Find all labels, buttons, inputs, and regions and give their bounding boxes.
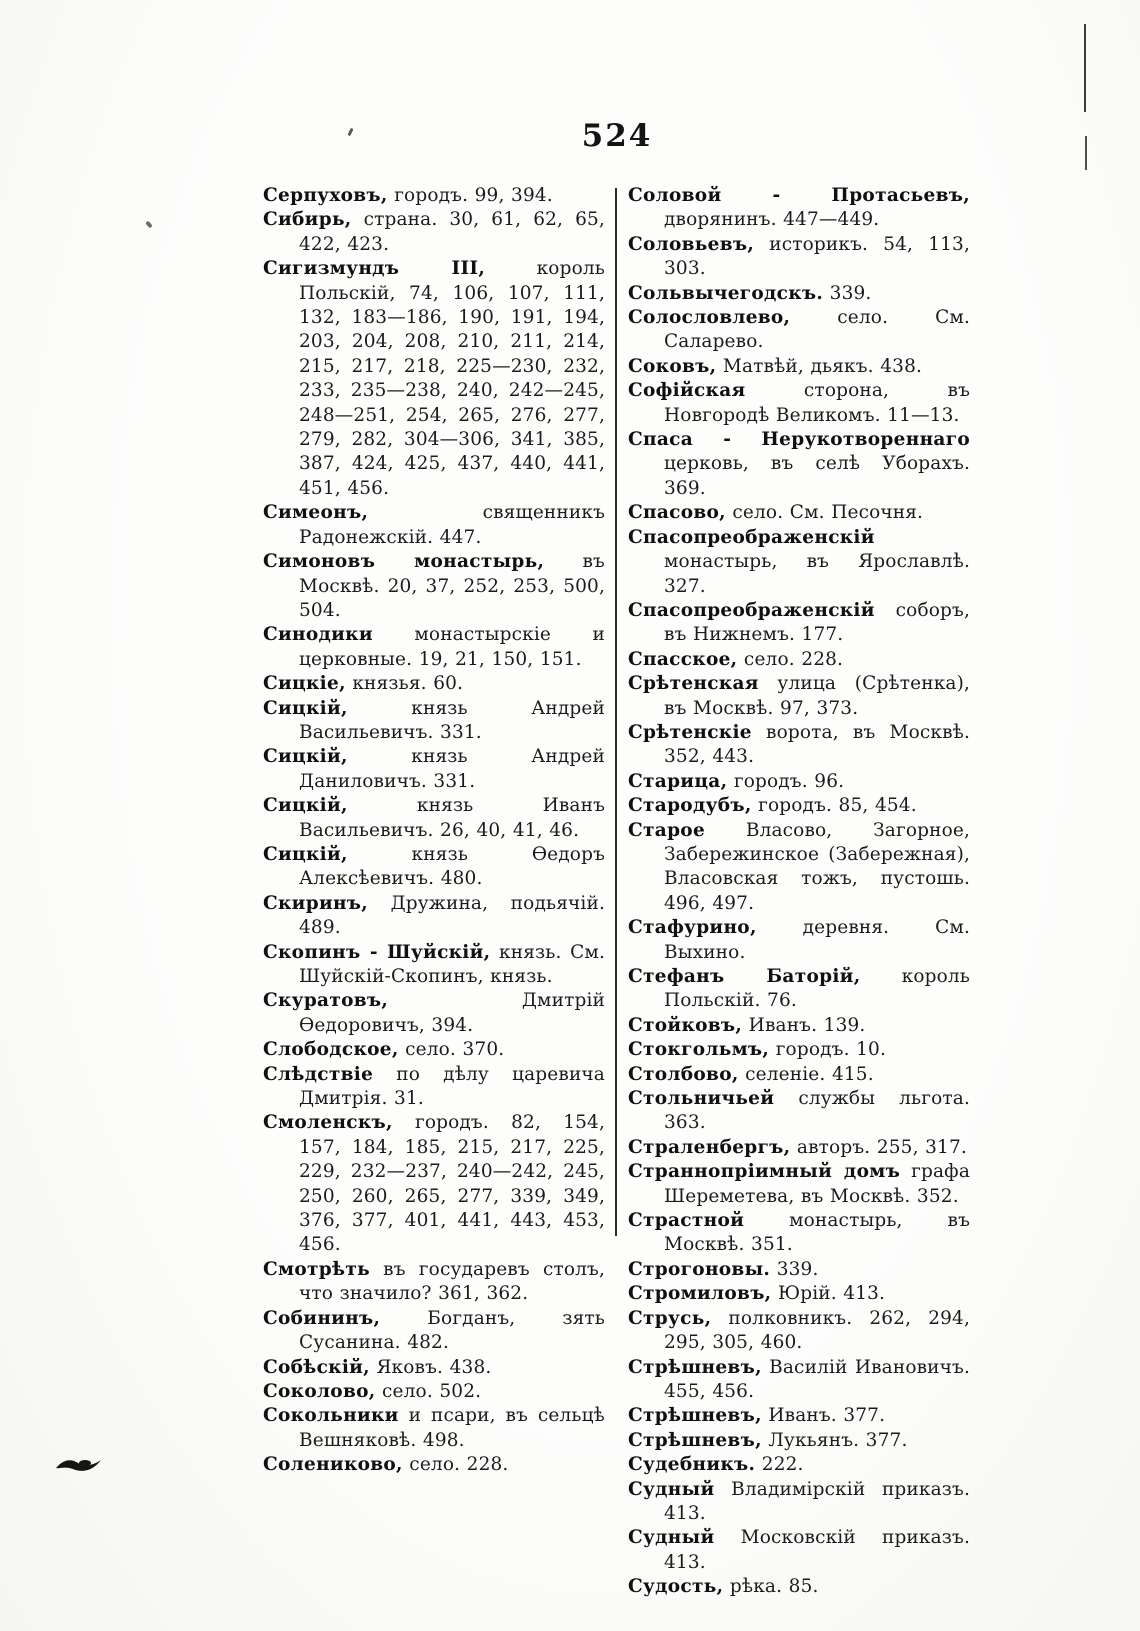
index-entry bbox=[263, 1307, 605, 1356]
index-entry bbox=[628, 355, 970, 379]
entry-references: Василій Ивановичъ. 455, 456. bbox=[664, 1356, 970, 1402]
index-entry bbox=[628, 1209, 970, 1258]
entry-headword: Скуратовъ, bbox=[263, 990, 389, 1012]
index-entry bbox=[628, 648, 970, 672]
entry-references: службы льгота. 363. bbox=[664, 1088, 970, 1134]
index-entry bbox=[263, 184, 605, 208]
index-entry bbox=[263, 941, 605, 990]
entry-headword: Серпуховъ, bbox=[263, 185, 388, 206]
index-entry bbox=[628, 721, 970, 770]
entry-headword: Стокгольмъ, bbox=[628, 1039, 770, 1061]
entry-references: историкъ. 54, 113, 303. bbox=[664, 233, 970, 280]
entry-references: дворянинъ. 447—449. bbox=[664, 209, 880, 231]
entry-references: Лукьянъ. 377. bbox=[761, 1429, 908, 1451]
index-entry bbox=[628, 233, 970, 282]
entry-references: монастырь, въ Ярославлѣ. 327. bbox=[664, 551, 970, 597]
entry-references: село. 370. bbox=[398, 1039, 505, 1061]
index-entry bbox=[263, 1404, 605, 1453]
entry-references: улица (Срѣтенка), въ Москвѣ. 97, 373. bbox=[664, 673, 970, 719]
index-entry bbox=[628, 184, 970, 233]
entry-headword: Слободское, bbox=[263, 1039, 399, 1061]
entry-references: князь Ѳедоръ Алексѣевичъ. 480. bbox=[299, 843, 605, 890]
entry-references: въ государевъ столъ, что значило? 361, 362. bbox=[299, 1258, 605, 1305]
index-entry bbox=[628, 501, 970, 525]
entry-headword: Сицкіе, bbox=[263, 673, 346, 695]
entry-headword: Скиринъ, bbox=[263, 892, 369, 914]
entry-headword: Стародубъ, bbox=[628, 795, 752, 817]
entry-references: городъ. 82, 154, 157, 184, 185, 215, 217, 225, 229, 232—237, 240—242, 245, 250, 260, 265, 277, 339, 349, 376, 377, 401, 441, 443, 453, 456. bbox=[299, 1112, 605, 1256]
entry-headword: Судный bbox=[628, 1527, 715, 1549]
entry-headword: Стрѣшневъ, bbox=[628, 1429, 762, 1451]
index-entry bbox=[263, 501, 605, 550]
entry-headword: Стольничьей bbox=[628, 1088, 775, 1110]
entry-headword: Старица, bbox=[628, 770, 728, 792]
index-entry bbox=[263, 550, 605, 623]
index-entry bbox=[628, 794, 970, 818]
entry-headword: Сигизмундъ III, bbox=[263, 258, 486, 280]
entry-headword: Соколово, bbox=[263, 1380, 376, 1402]
index-entry bbox=[263, 1356, 605, 1380]
entry-references: полковникъ. 262, 294, 295, 305, 460. bbox=[664, 1307, 970, 1354]
entry-references: и псари, въ сельцѣ Вешняковѣ. 498. bbox=[299, 1405, 605, 1451]
index-entry bbox=[628, 306, 970, 355]
entry-headword: Собининъ, bbox=[263, 1307, 381, 1329]
index-entry bbox=[628, 1282, 970, 1306]
entry-references: въ Москвѣ. 20, 37, 252, 253, 500, 504. bbox=[299, 551, 605, 621]
entry-references: по дѣлу царевича Дмитрія. 31. bbox=[299, 1063, 605, 1110]
entry-headword: Стефанъ Баторій, bbox=[628, 966, 861, 987]
entry-headword: Спасово, bbox=[628, 502, 726, 524]
index-entry bbox=[628, 1136, 970, 1160]
ink-blot-artifact bbox=[55, 1455, 103, 1477]
index-entry bbox=[263, 1111, 605, 1257]
index-entry bbox=[263, 697, 605, 746]
index-entry bbox=[263, 794, 605, 843]
entry-references: Московскій приказъ. 413. bbox=[664, 1527, 970, 1573]
entry-headword: Соловьевъ, bbox=[628, 233, 755, 255]
entry-headword: Спасское, bbox=[628, 648, 738, 670]
index-entry bbox=[263, 1453, 605, 1477]
index-entry bbox=[263, 843, 605, 892]
index-entry bbox=[628, 1478, 970, 1527]
entry-headword: Слѣдствіе bbox=[263, 1063, 374, 1085]
index-entry bbox=[628, 428, 970, 501]
entry-references: Владимірскій приказъ. 413. bbox=[664, 1478, 970, 1524]
scan-speck-artifact bbox=[145, 221, 153, 229]
entry-references: городъ. 96. bbox=[727, 770, 845, 792]
entry-references: Власово, Загорное, Забережинское (Забережная), Власовская тожъ, пустошь. 496, 497. bbox=[664, 819, 970, 914]
index-entry bbox=[628, 1404, 970, 1428]
index-entry bbox=[628, 526, 970, 599]
entry-headword: Страленбергъ, bbox=[628, 1136, 791, 1158]
entry-references: князья. 60. bbox=[345, 673, 464, 695]
entry-references: Матвѣй, дьякъ. 438. bbox=[716, 355, 923, 377]
index-entry bbox=[628, 599, 970, 648]
entry-headword: Собѣскій, bbox=[263, 1356, 370, 1378]
entry-references: ворота, въ Москвѣ. 352, 443. bbox=[664, 721, 970, 768]
entry-references: деревня. См. Выхино. bbox=[664, 917, 970, 963]
index-entry bbox=[628, 379, 970, 428]
entry-headword: Судость, bbox=[628, 1576, 724, 1598]
entry-references: сторона, въ Новгородѣ Великомъ. 11—13. bbox=[664, 380, 970, 426]
entry-references: король Польскій. 76. bbox=[664, 966, 971, 1012]
entry-references: церковь, въ селѣ Уборахъ. 369. bbox=[664, 453, 970, 499]
entry-headword: Спасопреображенскій bbox=[628, 599, 875, 621]
entry-headword: Стрѣшневъ, bbox=[628, 1356, 762, 1378]
entry-headword: Срѣтенская bbox=[628, 673, 759, 695]
index-entry bbox=[263, 745, 605, 794]
entry-headword: Соловой - Протасьевъ, bbox=[628, 185, 970, 206]
entry-references: князь Иванъ Васильевичъ. 26, 40, 41, 46. bbox=[299, 795, 605, 841]
entry-headword: Спаса - Нерукотвореннаго bbox=[628, 429, 970, 451]
entry-references: селеніе. 415. bbox=[738, 1063, 874, 1085]
entry-headword: Софійская bbox=[628, 380, 746, 402]
entry-headword: Синодики bbox=[263, 624, 373, 646]
entry-headword: Сицкій, bbox=[263, 795, 348, 817]
entry-references: 222. bbox=[755, 1454, 804, 1476]
page-edge-line-artifact bbox=[1084, 24, 1086, 112]
entry-headword: Стафурино, bbox=[628, 917, 757, 939]
entry-references: Дружина, подьячій. 489. bbox=[299, 892, 605, 939]
index-entry bbox=[628, 1160, 970, 1209]
entry-references: соборъ, въ Нижнемъ. 177. bbox=[664, 599, 970, 646]
index-entry bbox=[628, 1307, 970, 1356]
entry-headword: Страннопріимный домъ bbox=[628, 1161, 901, 1183]
entry-headword: Сицкій, bbox=[263, 697, 348, 719]
entry-references: Юрій. 413. bbox=[771, 1283, 886, 1305]
scan-speck-artifact bbox=[347, 128, 353, 137]
entry-headword: Солословлево, bbox=[628, 307, 791, 329]
entry-headword: Сицкій, bbox=[263, 746, 348, 768]
entry-headword: Старое bbox=[628, 819, 706, 841]
entry-references: городъ. 99, 394. bbox=[387, 185, 553, 206]
index-entry bbox=[628, 1356, 970, 1405]
entry-references: князь Андрей Даниловичъ. 331. bbox=[299, 746, 605, 792]
entry-headword: Спасопреображенскій bbox=[628, 526, 875, 548]
entry-references: городъ. 85, 454. bbox=[751, 795, 917, 817]
entry-references: Иванъ. 139. bbox=[742, 1014, 866, 1036]
index-column-left bbox=[263, 184, 605, 1478]
index-entry bbox=[628, 282, 970, 306]
index-entry bbox=[628, 1063, 970, 1087]
entry-headword: Симоновъ монастырь, bbox=[263, 551, 545, 573]
index-entry bbox=[628, 965, 970, 1014]
entry-references: авторъ. 255, 317. bbox=[790, 1136, 967, 1158]
entry-references: король Польскій, 74, 106, 107, 111, 132, 183—186, 190, 191, 194, 203, 204, 208, 210, 211, 214, 215, 217, 218, 225—230, 232, 233, 235—238, 240, 242—245, 248—251, 254, 265, 276, 277, 279, 282, 304—306, 341, 385, 387, 424, 425, 437, 440, 441, 451, 456. bbox=[299, 258, 605, 499]
entry-headword: Солениково, bbox=[263, 1454, 403, 1476]
entry-references: городъ. 10. bbox=[769, 1039, 887, 1061]
index-entry bbox=[628, 672, 970, 721]
index-entry bbox=[263, 623, 605, 672]
index-entry bbox=[263, 892, 605, 941]
page-edge-mark-artifact bbox=[1085, 136, 1087, 170]
index-entry bbox=[263, 1380, 605, 1404]
entry-headword: Стрѣшневъ, bbox=[628, 1405, 762, 1427]
entry-headword: Столбово, bbox=[628, 1063, 739, 1085]
entry-headword: Сицкій, bbox=[263, 843, 348, 865]
index-entry bbox=[628, 1429, 970, 1453]
index-entry bbox=[628, 1258, 970, 1282]
column-divider-rule bbox=[615, 188, 617, 1236]
entry-references: Богданъ, зять Сусанина. 482. bbox=[299, 1307, 605, 1354]
entry-references: графа Шереметева, въ Москвѣ. 352. bbox=[664, 1161, 970, 1207]
index-entry bbox=[263, 1063, 605, 1112]
page-number: 524 bbox=[581, 118, 653, 154]
entry-headword: Сибирь, bbox=[263, 209, 352, 231]
entry-references: князь. См. Шуйскій-Скопинъ, князь. bbox=[299, 941, 605, 987]
entry-references: Дмитрій Ѳедоровичъ, 394. bbox=[299, 990, 605, 1036]
entry-headword: Скопинъ - Шуйскій, bbox=[263, 941, 491, 963]
entry-references: село. См. Саларево. bbox=[664, 307, 970, 353]
index-entry bbox=[628, 819, 970, 917]
entry-headword: Стойковъ, bbox=[628, 1014, 743, 1036]
entry-headword: Сольвычегодскъ. bbox=[628, 282, 824, 304]
entry-headword: Сокольники bbox=[263, 1405, 399, 1427]
index-entry bbox=[628, 1087, 970, 1136]
entry-references: Яковъ. 438. bbox=[369, 1356, 492, 1378]
index-entry bbox=[263, 989, 605, 1038]
index-entry bbox=[263, 672, 605, 696]
entry-headword: Страстной bbox=[628, 1210, 745, 1232]
entry-references: село. 228. bbox=[737, 648, 844, 670]
entry-headword: Строгоновы. bbox=[628, 1258, 771, 1280]
entry-headword: Стромиловъ, bbox=[628, 1283, 772, 1305]
entry-references: Иванъ. 377. bbox=[761, 1405, 886, 1427]
index-entry bbox=[628, 1575, 970, 1599]
index-entry bbox=[628, 1526, 970, 1575]
index-entry bbox=[263, 1258, 605, 1307]
index-entry bbox=[263, 257, 605, 501]
entry-headword: Срѣтенскіе bbox=[628, 721, 752, 743]
entry-headword: Симеонъ, bbox=[263, 502, 369, 524]
entry-headword: Судный bbox=[628, 1478, 715, 1500]
entry-headword: Соковъ, bbox=[628, 355, 717, 377]
entry-references: монастырскіе и церковные. 19, 21, 150, 151. bbox=[299, 624, 605, 670]
entry-headword: Смоленскъ, bbox=[263, 1112, 393, 1134]
entry-references: село. 502. bbox=[375, 1380, 482, 1402]
index-entry bbox=[628, 770, 970, 794]
entry-references: село. 228. bbox=[402, 1454, 509, 1476]
entry-references: 339. bbox=[823, 282, 872, 304]
index-entry bbox=[628, 916, 970, 965]
index-entry bbox=[628, 1014, 970, 1038]
entry-references: село. См. Песочня. bbox=[725, 502, 924, 524]
index-entry bbox=[628, 1038, 970, 1062]
entry-headword: Смотрѣть bbox=[263, 1258, 370, 1280]
entry-references: священникъ Радонежскій. 447. bbox=[299, 502, 605, 548]
entry-references: 339. bbox=[770, 1258, 819, 1280]
index-entry bbox=[263, 208, 605, 257]
index-entry bbox=[263, 1038, 605, 1062]
entry-references: страна. 30, 61, 62, 65, 422, 423. bbox=[299, 209, 605, 255]
entry-references: рѣка. 85. bbox=[723, 1576, 819, 1598]
index-entry bbox=[628, 1453, 970, 1477]
entry-references: монастырь, въ Москвѣ. 351. bbox=[664, 1210, 970, 1256]
entry-headword: Струсь, bbox=[628, 1307, 712, 1329]
index-column-right bbox=[628, 184, 970, 1600]
entry-references: князь Андрей Васильевичъ. 331. bbox=[299, 697, 605, 743]
entry-headword: Судебникъ. bbox=[628, 1454, 756, 1476]
